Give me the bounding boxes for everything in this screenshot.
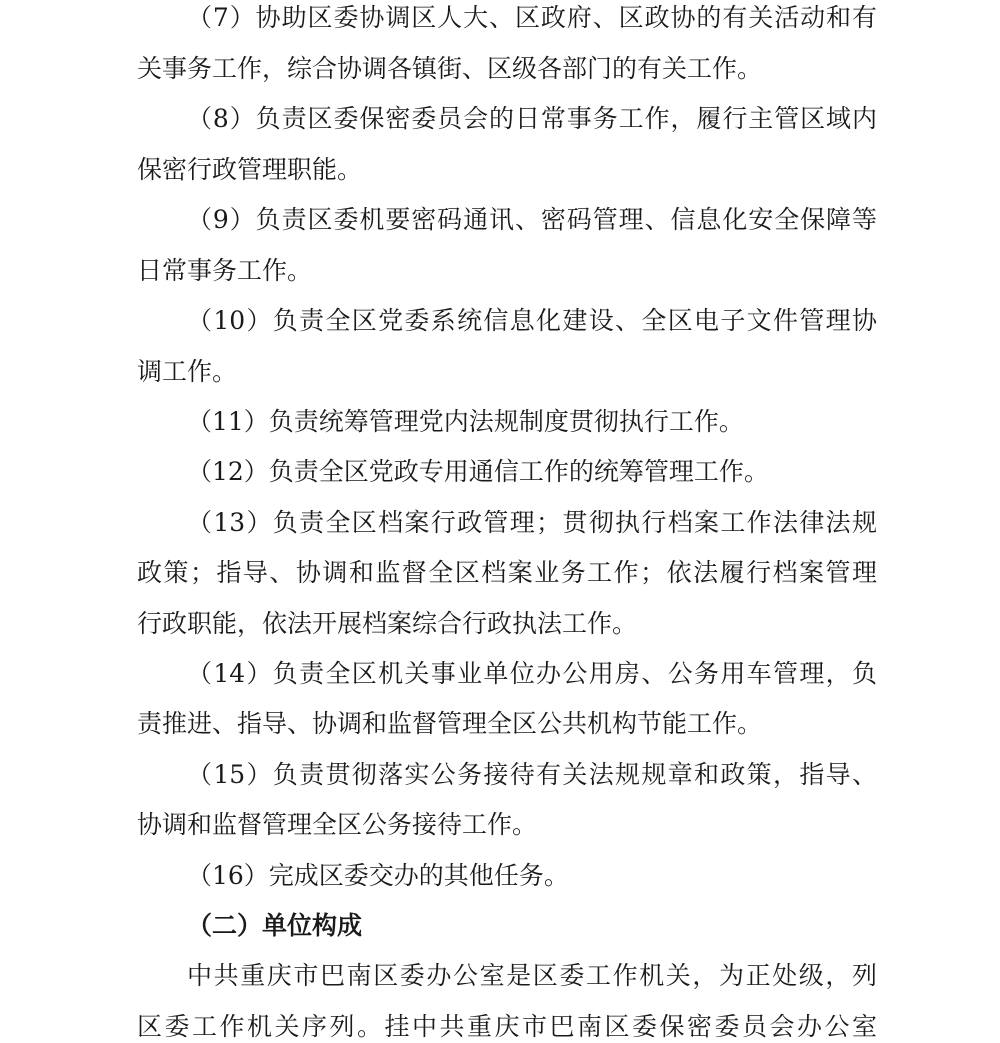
text-line: 行政职能，依法开展档案综合行政执法工作。 [137, 609, 638, 638]
text-line: （11）负责统筹管理党内法规制度贯彻执行工作。 [187, 407, 744, 436]
text-line: 关事务工作，综合协调各镇街、区级各部门的有关工作。 [137, 54, 763, 83]
text-line: （15）负责贯彻落实公务接待有关法规规章和政策，指导、 [187, 760, 877, 789]
text-line: 中共重庆市巴南区委办公室是区委工作机关，为正处级，列 [187, 961, 877, 990]
text-line: （8）负责区委保密委员会的日常事务工作，履行主管区域内 [187, 104, 877, 133]
text-line: 政策；指导、协调和监督全区档案业务工作；依法履行档案管理 [137, 558, 877, 587]
text-line: 日常事务工作。 [137, 256, 313, 285]
section-heading: （二）单位构成 [187, 911, 363, 940]
text-line: 调工作。 [137, 357, 238, 386]
text-line: （14）负责全区机关事业单位办公用房、公务用车管理，负 [187, 659, 877, 688]
text-line: （7）协助区委协调区人大、区政府、区政协的有关活动和有 [187, 3, 877, 32]
text-line: 保密行政管理职能。 [137, 155, 363, 184]
text-line: 协调和监督管理全区公务接待工作。 [137, 810, 538, 839]
text-line: 责推进、指导、协调和监督管理全区公共机构节能工作。 [137, 709, 763, 738]
text-line: 区委工作机关序列。挂中共重庆市巴南区委保密委员会办公室 [137, 1012, 877, 1041]
text-line: （12）负责全区党政专用通信工作的统筹管理工作。 [187, 457, 769, 486]
text-line: （10）负责全区党委系统信息化建设、全区电子文件管理协 [187, 306, 877, 335]
text-line: （13）负责全区档案行政管理；贯彻执行档案工作法律法规 [187, 508, 877, 537]
text-line: （9）负责区委机要密码通讯、密码管理、信息化安全保障等 [187, 205, 877, 234]
text-line: （16）完成区委交办的其他任务。 [187, 861, 569, 890]
